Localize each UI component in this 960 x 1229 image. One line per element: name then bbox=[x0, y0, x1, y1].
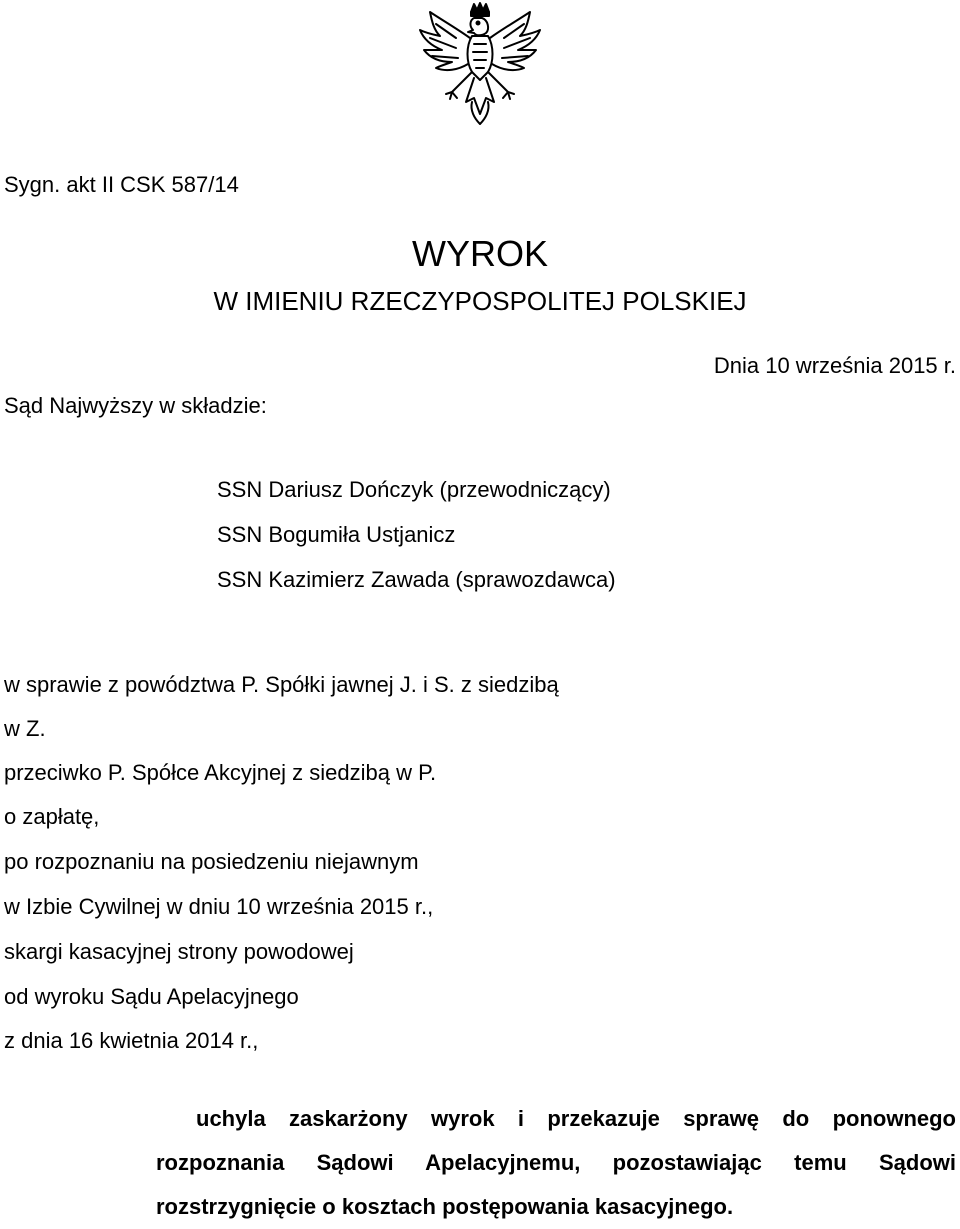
case-signature: Sygn. akt II CSK 587/14 bbox=[4, 172, 239, 197]
document-title: WYROK bbox=[411, 233, 548, 274]
case-line: przeciwko P. Spółce Akcyjnej z siedzibą w P. bbox=[4, 760, 437, 785]
judge-presiding: SSN Dariusz Dończyk (przewodniczący) bbox=[217, 477, 611, 502]
case-line: skargi kasacyjnej strony powodowej bbox=[4, 939, 354, 964]
case-line: od wyroku Sądu Apelacyjnego bbox=[4, 984, 299, 1009]
court-composition-label: Sąd Najwyższy w składzie: bbox=[4, 393, 267, 418]
case-line: w sprawie z powództwa P. Spółki jawnej J. i S. z siedzibą bbox=[4, 672, 559, 697]
case-line: w Z. bbox=[4, 716, 46, 741]
case-line: w Izbie Cywilnej w dniu 10 września 2015 r., bbox=[4, 894, 434, 919]
judge-rapporteur: SSN Kazimierz Zawada (sprawozdawca) bbox=[217, 567, 616, 592]
judge-member: SSN Bogumiła Ustjanicz bbox=[217, 522, 456, 547]
document-subtitle: W IMIENIU RZECZYPOSPOLITEJ POLSKIEJ bbox=[213, 286, 747, 316]
case-line: po rozpoznaniu na posiedzeniu niejawnym bbox=[4, 849, 419, 874]
judgment-date: Dnia 10 września 2015 r. bbox=[713, 353, 956, 378]
ruling-text: uchyla zaskarżony wyrok i przekazuje sprawę do ponownego rozpoznania Sądowi Apelacyjnemu, pozostawiając temu Sądowi rozstrzygnięcie o kosztach postępowania kasacyjnego. bbox=[156, 1106, 956, 1219]
polish-eagle-emblem-icon bbox=[416, 2, 544, 128]
case-line: z dnia 16 kwietnia 2014 r., bbox=[4, 1028, 259, 1053]
case-line: o zapłatę, bbox=[4, 804, 100, 829]
